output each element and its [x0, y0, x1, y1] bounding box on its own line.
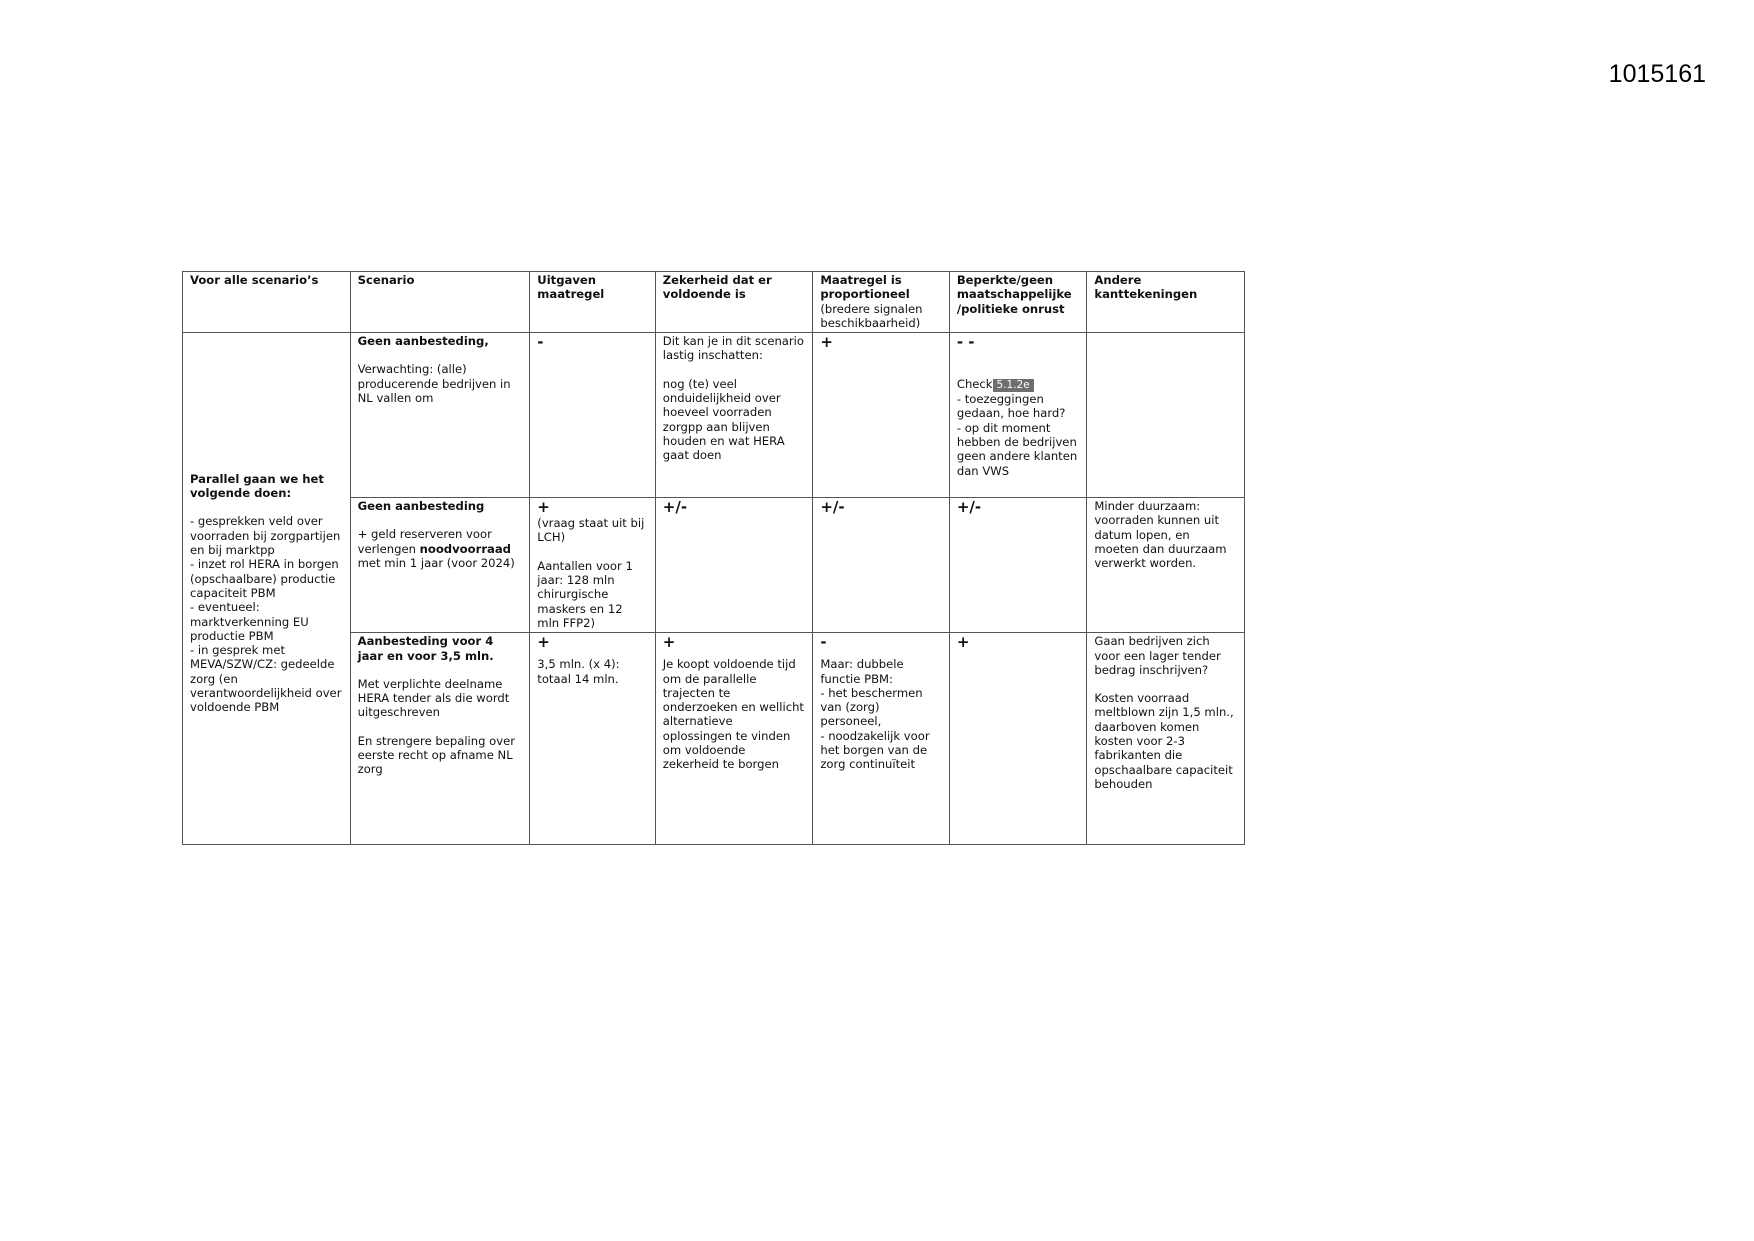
header-all-scenarios: Voor alle scenario’s — [183, 272, 351, 333]
onrust-cell — [949, 498, 1087, 633]
zekerheid-cell — [655, 633, 813, 845]
scenario-title: Aanbesteding voor 4 jaar en voor 3,5 mln. — [357, 634, 494, 663]
proportioneel-text: Maar: dubbele functie PBM: - het beschermen van (zorg) personeel, - noodzakelijk voor het borgen van de zorg continuïteit — [820, 657, 930, 772]
parallel-action-item: - gesprekken veld over voorraden bij zorgpartijen en bij marktpp — [190, 514, 341, 558]
uitgaven-cell — [530, 498, 655, 633]
parallel-actions-cell — [183, 333, 351, 845]
rating-symbol: - - — [956, 333, 975, 352]
scenario-table — [182, 271, 1245, 845]
zekerheid-cell — [655, 498, 813, 633]
scenario-title: Geen aanbesteding, — [357, 334, 489, 349]
document-id: 1015161 — [1608, 60, 1706, 88]
rating-symbol: +/- — [820, 498, 845, 517]
zekerheid-cell — [655, 333, 813, 498]
kanttekeningen-cell — [1087, 498, 1245, 633]
parallel-actions-title: Parallel gaan we het volgende doen: — [190, 471, 324, 501]
rating-symbol: - — [537, 333, 544, 352]
scenario-text: Verwachting: (alle) producerende bedrijven in NL vallen om — [357, 362, 511, 406]
onrust-text: - toezeggingen gedaan, hoe hard? - op dit moment hebben de bedrijven geen andere klanten dan VWS — [956, 392, 1078, 478]
parallel-action-item: - eventueel: marktverkenning EU productie PBM — [190, 600, 309, 643]
uitgaven-text: (vraag staat uit bij LCH) — [537, 516, 645, 545]
rating-symbol: + — [956, 633, 970, 652]
zekerheid-text: Je koopt voldoende tijd om de parallelle trajecten te onderzoeken en wellicht alternatieve oplossingen te vinden om voldoende zekerheid te borgen — [662, 657, 804, 772]
scenario-text-post: met min 1 jaar (voor 2024) — [357, 556, 515, 571]
scenario-text: Met verplichte deelname HERA tender als die wordt uitgeschreven — [357, 676, 510, 720]
rating-symbol: - — [820, 633, 827, 652]
kanttekeningen-text: Minder duurzaam: voorraden kunnen uit datum lopen, en moeten dan duurzaam verwerkt worden. — [1094, 499, 1227, 571]
uitgaven-text: Aantallen voor 1 jaar: 128 mln chirurgische maskers en 12 mln FFP2) — [537, 558, 633, 630]
proportioneel-cell — [813, 633, 950, 845]
scenario-cell — [350, 498, 530, 633]
rating-symbol: + — [820, 333, 833, 352]
kanttekeningen-cell — [1087, 333, 1245, 498]
header-proportioneel-label: Maatregel is proportioneel — [820, 273, 910, 302]
kanttekeningen-cell — [1087, 633, 1245, 845]
rating-symbol: + — [537, 633, 550, 652]
scenario-text-pre: + geld reserveren voor verlengen — [357, 527, 492, 556]
rating-symbol: +/- — [662, 498, 688, 517]
rating-symbol: +/- — [956, 498, 982, 517]
kanttekeningen-text: Kosten voorraad meltblown zijn 1,5 mln., daarboven komen kosten voor 2-3 fabrikanten die opschaalbare capaciteit behouden — [1094, 691, 1234, 791]
header-onrust: Beperkte/geen maatschappelijke /politieke onrust — [949, 272, 1087, 333]
zekerheid-text: Dit kan je in dit scenario lastig inschatten: — [662, 334, 804, 363]
onrust-cell — [949, 633, 1087, 845]
table-row — [183, 333, 1245, 498]
header-proportioneel-note: (bredere signalen beschikbaarheid) — [820, 301, 923, 330]
uitgaven-cell — [530, 333, 655, 498]
scenario-text — [358, 527, 523, 570]
check-label: Check — [956, 377, 993, 392]
rating-symbol: + — [537, 498, 550, 517]
redaction-mark: 5.1.2e — [993, 379, 1034, 392]
header-kanttekeningen: Andere kanttekeningen — [1087, 272, 1245, 333]
scenario-text: En strengere bepaling over eerste recht op afname NL zorg — [357, 733, 516, 777]
scenario-title: Geen aanbesteding — [357, 499, 485, 514]
header-row — [183, 272, 1245, 333]
header-scenario: Scenario — [350, 272, 530, 333]
scenario-text-bold: noodvoorraad — [419, 541, 511, 556]
proportioneel-cell — [813, 498, 950, 633]
uitgaven-cell — [530, 633, 655, 845]
zekerheid-text: nog (te) veel onduidelijkheid over hoeveel voorraden zorgpp aan blijven houden en wat HERA gaat doen — [662, 376, 785, 463]
kanttekeningen-text: Gaan bedrijven zich voor een lager tender bedrag inschrijven? — [1094, 634, 1221, 677]
parallel-action-item: - in gesprek met MEVA/SZW/CZ: gedeelde zorg (en verantwoordelijkheid over voldoende PBM — [190, 643, 342, 715]
onrust-cell — [949, 333, 1087, 498]
parallel-action-item: - inzet rol HERA in borgen (opschaalbare) productie capaciteit PBM — [190, 557, 339, 600]
scenario-cell — [350, 333, 530, 498]
proportioneel-cell — [813, 333, 950, 498]
header-uitgaven: Uitgaven maatregel — [530, 272, 655, 333]
uitgaven-text: 3,5 mln. (x 4): totaal 14 mln. — [537, 657, 620, 686]
header-proportioneel — [813, 272, 950, 333]
rating-symbol: + — [662, 633, 676, 652]
header-zekerheid: Zekerheid dat er voldoende is — [655, 272, 813, 333]
scenario-cell — [350, 633, 530, 845]
